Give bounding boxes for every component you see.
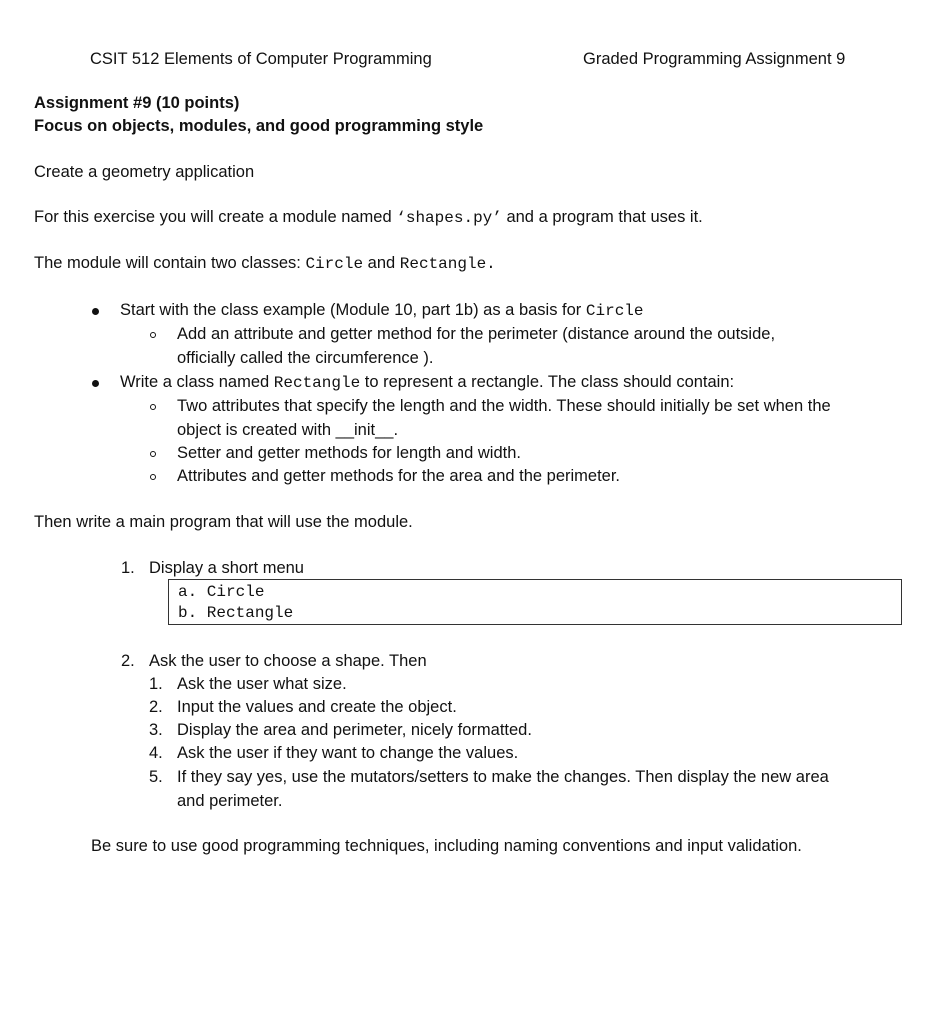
- bullet2-sub3: Attributes and getter methods for the area and the perimeter.: [177, 467, 621, 485]
- substep-number: 4.: [149, 744, 163, 762]
- substep-number: 3.: [149, 721, 163, 739]
- bullet2-sub1-line1: Two attributes that specify the length and the width. These should initially be set when the: [177, 397, 831, 415]
- substep-text-continued: and perimeter.: [177, 792, 283, 810]
- intro-text: Create a geometry application: [34, 163, 255, 181]
- classes-before: The module will contain two classes:: [34, 254, 306, 272]
- bullet2-text: [120, 371, 734, 395]
- closing-text: Be sure to use good programming techniques, including naming conventions and input validation.: [91, 837, 802, 855]
- assignment-subtitle: Focus on objects, modules, and good programming style: [34, 117, 484, 135]
- class-rectangle: Rectangle.: [399, 255, 496, 273]
- step2-number: 2.: [121, 652, 135, 670]
- step2-text: Ask the user to choose a shape. Then: [149, 652, 427, 670]
- sub-bullet-icon: [150, 474, 156, 480]
- bullet1-code: Circle: [585, 302, 644, 320]
- substep-text: Ask the user what size.: [177, 675, 347, 693]
- substep-text: Ask the user if they want to change the values.: [177, 744, 519, 762]
- exercise-text: [34, 206, 703, 230]
- bullet2-before: Write a class named: [120, 373, 274, 391]
- classes-text: [34, 252, 496, 276]
- bullet2-sub1-line2: object is created with __init__.: [177, 421, 399, 439]
- assignment-title: Assignment #9 (10 points): [34, 94, 240, 112]
- step1-number: 1.: [121, 559, 135, 577]
- step1-text: Display a short menu: [149, 559, 304, 577]
- substep-text: If they say yes, use the mutators/setters to make the changes. Then display the new area: [177, 768, 829, 786]
- menu-option-circle: a. Circle: [178, 583, 265, 601]
- exercise-before: For this exercise you will create a module named: [34, 208, 397, 226]
- bullet-icon: [92, 308, 99, 315]
- bullet1-text: [120, 299, 644, 323]
- substep-number: 2.: [149, 698, 163, 716]
- menu-box: [168, 579, 902, 625]
- substep-text: Display the area and perimeter, nicely formatted.: [177, 721, 532, 739]
- sub-bullet-icon: [150, 404, 156, 410]
- assignment-header: Graded Programming Assignment 9: [583, 50, 846, 68]
- course-header: CSIT 512 Elements of Computer Programming: [90, 50, 432, 68]
- exercise-after: and a program that uses it.: [501, 208, 703, 226]
- menu-option-rectangle: b. Rectangle: [178, 604, 294, 622]
- bullet1-sub1-line2: officially called the circumference ).: [177, 349, 434, 367]
- bullet2-after: to represent a rectangle. The class should contain:: [360, 373, 735, 391]
- bullet1-before: Start with the class example (Module 10, part 1b) as a basis for: [120, 301, 586, 319]
- sub-bullet-icon: [150, 332, 156, 338]
- substep-number: 1.: [149, 675, 163, 693]
- bullet-icon: [92, 380, 99, 387]
- class-circle: Circle: [305, 255, 364, 273]
- sub-bullet-icon: [150, 451, 156, 457]
- main-program-text: Then write a main program that will use the module.: [34, 513, 413, 531]
- bullet2-code: Rectangle: [273, 374, 361, 392]
- bullet2-sub2: Setter and getter methods for length and width.: [177, 444, 521, 462]
- substep-number: 5.: [149, 768, 163, 786]
- bullet1-sub1-line1: Add an attribute and getter method for the perimeter (distance around the outside,: [177, 325, 776, 343]
- classes-and: and: [363, 254, 400, 272]
- substep-text: Input the values and create the object.: [177, 698, 457, 716]
- module-name: ‘shapes.py’: [396, 209, 502, 227]
